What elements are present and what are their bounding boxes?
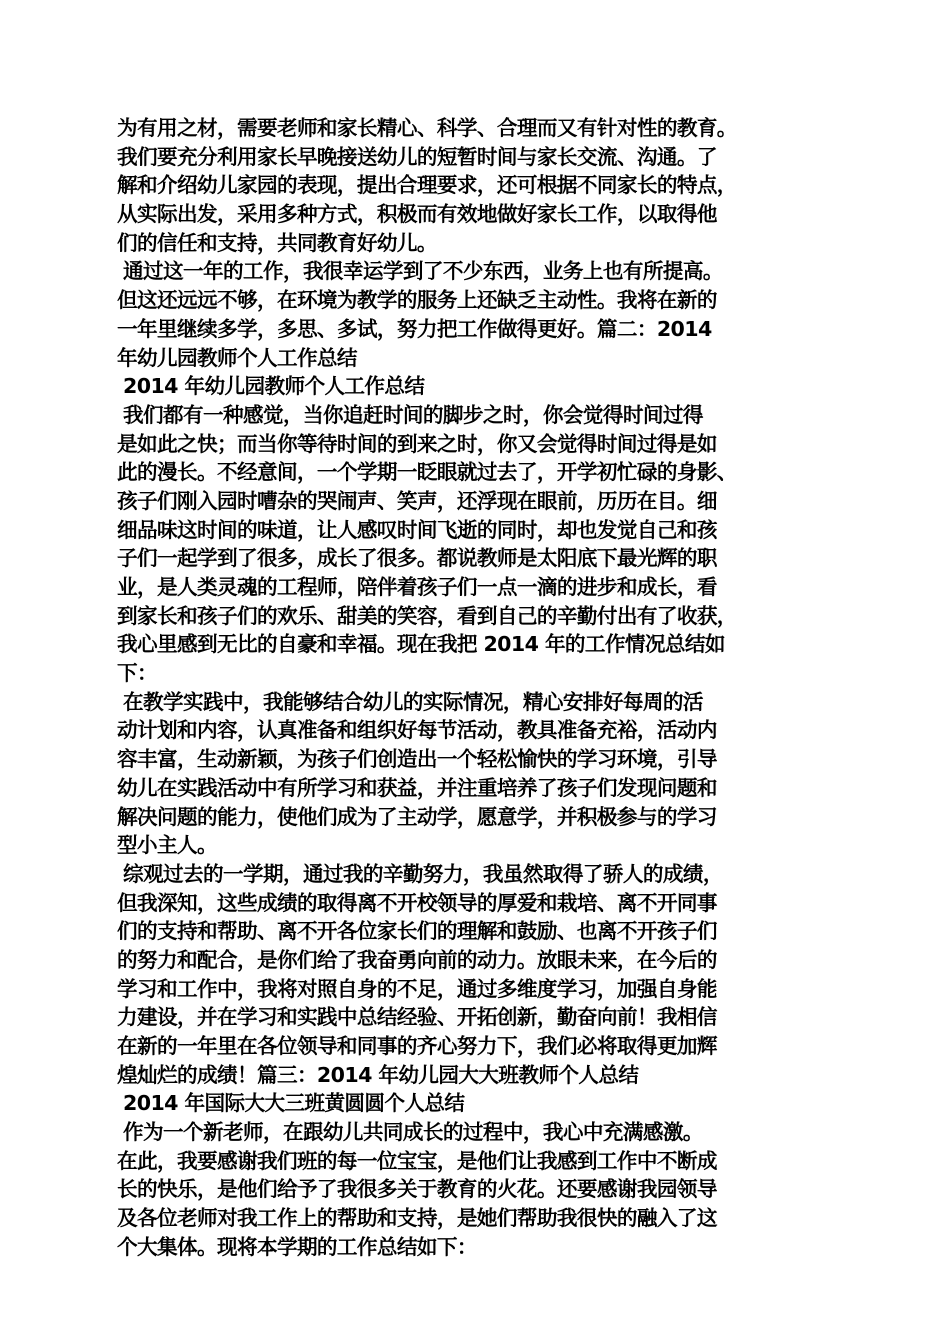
text-line: 在此，我要感谢我们班的每一位宝宝，是他们让我感到工作中不断成 — [117, 1148, 717, 1173]
text-line: 年幼儿园教师个人工作总结 — [117, 345, 357, 370]
text-line: 下： — [117, 661, 157, 686]
document-page — [117, 114, 847, 1262]
text-line: 容丰富，生动新颖，为孩子们创造出一个轻松愉快的学习环境，引导 — [117, 747, 717, 772]
text-line: 们的信任和支持，共同教育好幼儿。 — [117, 230, 437, 255]
text-line: 孩子们刚入园时嘈杂的哭闹声、笑声，还浮现在眼前，历历在目。细 — [117, 488, 717, 513]
text-line: 个大集体。现将本学期的工作总结如下： — [117, 1234, 477, 1259]
text-line: 此的漫长。不经意间，一个学期一眨眼就过去了，开学初忙碌的身影、 — [117, 460, 737, 485]
text-line: 力建设，并在学习和实践中总结经验、开拓创新，勤奋向前！我相信 — [117, 1005, 717, 1030]
text-line: 子们一起学到了很多，成长了很多。都说教师是太阳底下最光辉的职 — [117, 546, 717, 571]
text-line: 在教学实践中，我能够结合幼儿的实际情况，精心安排好每周的活 — [123, 689, 703, 714]
text-line: 一年里继续多学，多思、多试，努力把工作做得更好。篇二：2014 — [117, 316, 712, 341]
text-line: 我心里感到无比的自豪和幸福。现在我把 2014 年的工作情况总结如 — [117, 632, 725, 657]
text-line: 细品味这时间的味道，让人感叹时间飞逝的同时，却也发觉自己和孩 — [117, 517, 717, 542]
text-line: 但这还远远不够，在环境为教学的服务上还缺乏主动性。我将在新的 — [117, 288, 717, 313]
text-line: 2014 年幼儿园教师个人工作总结 — [123, 374, 425, 399]
text-line: 综观过去的一学期，通过我的辛勤努力，我虽然取得了骄人的成绩， — [123, 861, 723, 886]
text-line: 长的快乐，是他们给予了我很多关于教育的火花。还要感谢我园领导 — [117, 1177, 717, 1202]
text-line: 到家长和孩子们的欢乐、甜美的笑容，看到自己的辛勤付出有了收获， — [117, 603, 737, 628]
text-line: 解决问题的能力，使他们成为了主动学，愿意学，并积极参与的学习 — [117, 804, 717, 829]
text-line: 是如此之快；而当你等待时间的到来之时，你又会觉得时间过得是如 — [117, 431, 717, 456]
text-line: 业，是人类灵魂的工程师，陪伴着孩子们一点一滴的进步和成长，看 — [117, 575, 717, 599]
text-line: 通过这一年的工作，我很幸运学到了不少东西，业务上也有所提高。 — [123, 259, 723, 284]
text-line: 们的支持和帮助、离不开各位家长们的理解和鼓励、也离不开孩子们 — [117, 919, 717, 944]
text-line: 在新的一年里在各位领导和同事的齐心努力下，我们必将取得更加辉 — [117, 1034, 717, 1058]
text-line: 煌灿烂的成绩！篇三：2014 年幼儿园大大班教师个人总结 — [117, 1062, 639, 1087]
text-line: 解和介绍幼儿家园的表现，提出合理要求，还可根据不同家长的特点， — [117, 173, 737, 198]
text-line: 为有用之材，需要老师和家长精心、科学、合理而又有针对性的教育。 — [117, 116, 737, 140]
text-line: 我们要充分利用家长早晚接送幼儿的短暂时间与家长交流、沟通。了 — [117, 144, 717, 169]
text-line: 动计划和内容，认真准备和组织好每节活动，教具准备充裕，活动内 — [117, 718, 717, 743]
text-line: 幼儿在实践活动中有所学习和获益，并注重培养了孩子们发现问题和 — [117, 775, 717, 800]
text-line: 2014 年国际大大三班黄圆圆个人总结 — [123, 1091, 465, 1116]
text-line: 学习和工作中，我将对照自身的不足，通过多维度学习，加强自身能 — [117, 976, 717, 1001]
text-line: 但我深知，这些成绩的取得离不开校领导的厚爱和栽培、离不开同事 — [117, 890, 717, 915]
text-line: 我们都有一种感觉，当你追赶时间的脚步之时，你会觉得时间过得 — [123, 402, 703, 427]
text-line: 从实际出发，采用多种方式，积极而有效地做好家长工作，以取得他 — [117, 202, 717, 227]
text-line: 及各位老师对我工作上的帮助和支持，是她们帮助我很快的融入了这 — [117, 1206, 717, 1231]
text-line: 作为一个新老师，在跟幼儿共同成长的过程中，我心中充满感激。 — [123, 1120, 703, 1145]
text-line: 型小主人。 — [117, 833, 217, 858]
text-line: 的努力和配合，是你们给了我奋勇向前的动力。放眼未来，在今后的 — [117, 947, 717, 972]
